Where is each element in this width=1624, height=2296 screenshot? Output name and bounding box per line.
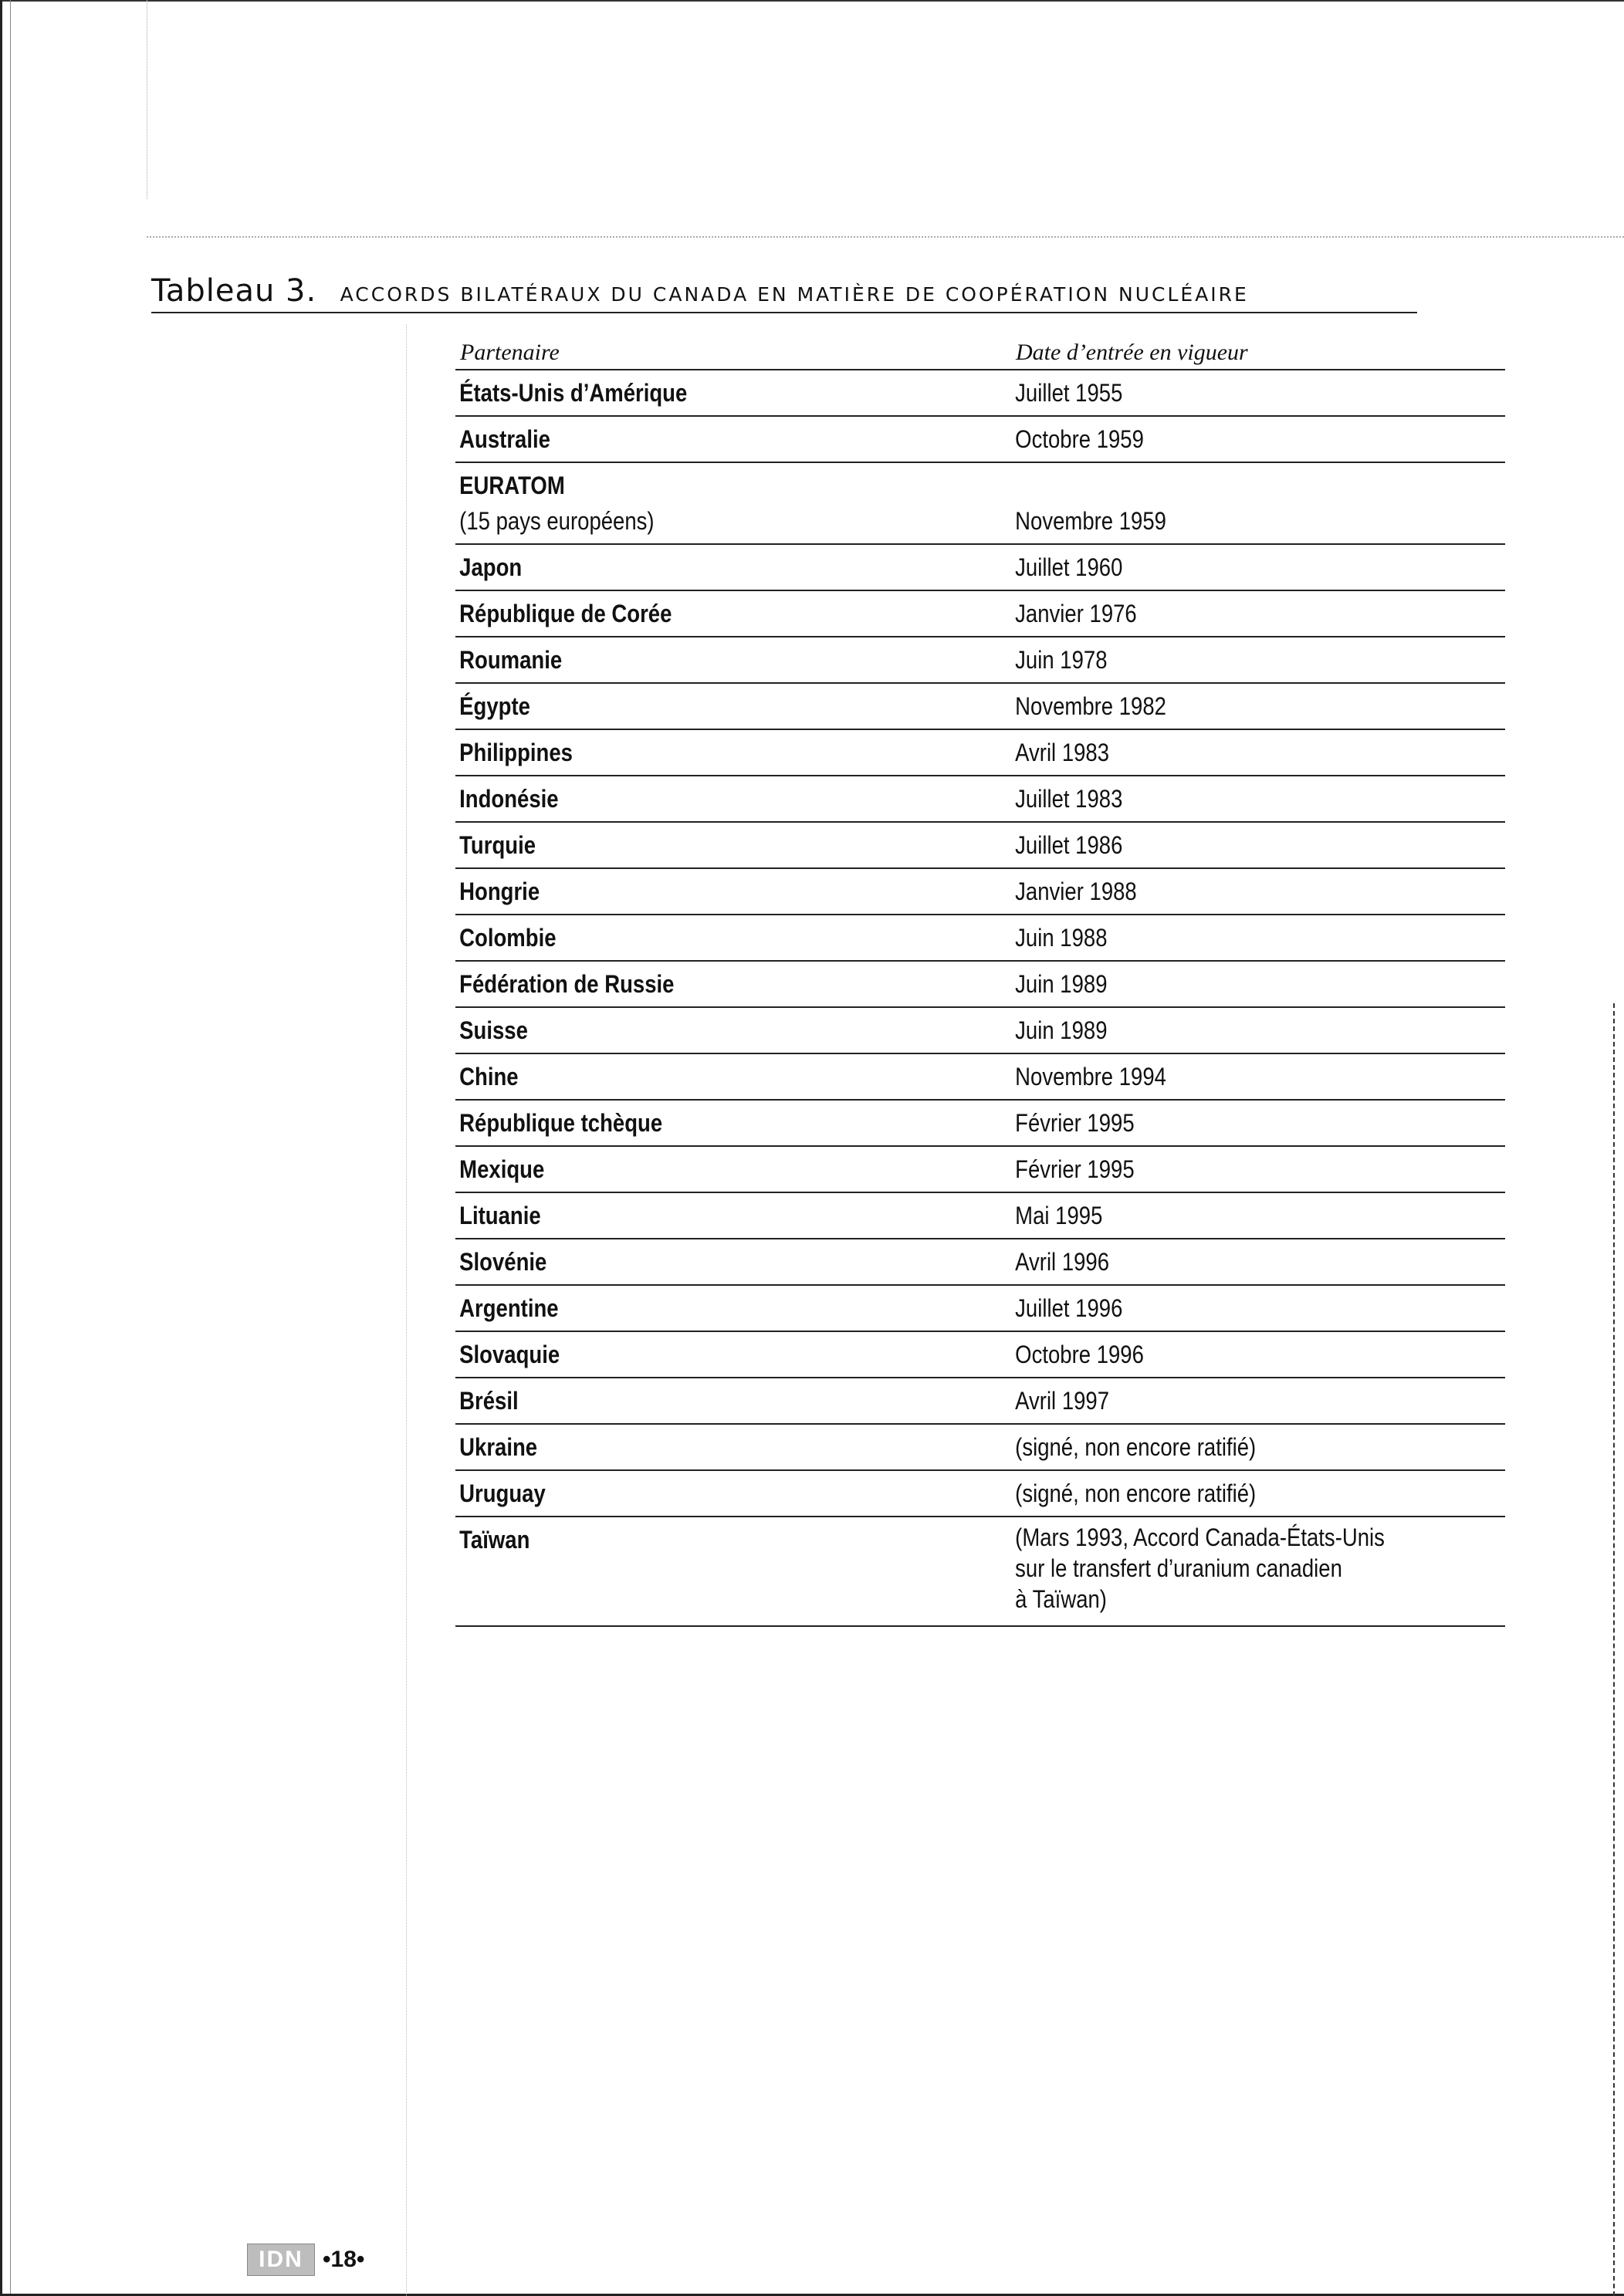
date-cell: Juillet 1983 bbox=[1015, 785, 1123, 813]
scan-border-left bbox=[0, 0, 11, 2296]
date-cell: Juillet 1996 bbox=[1015, 1294, 1123, 1322]
date-cell: Avril 1983 bbox=[1015, 739, 1110, 766]
date-cell: Juillet 1960 bbox=[1015, 553, 1123, 581]
partner-cell: Hongrie bbox=[459, 877, 540, 905]
table-row bbox=[455, 869, 1505, 915]
table-row bbox=[455, 1239, 1505, 1286]
table-row bbox=[455, 684, 1505, 730]
date-cell bbox=[1011, 1522, 1436, 1615]
partner-cell: Mexique bbox=[459, 1155, 545, 1183]
table-row bbox=[455, 417, 1505, 463]
date-cell: Novembre 1959 bbox=[1015, 507, 1166, 535]
header-date: Date d’entrée en vigueur bbox=[1016, 340, 1248, 365]
date-cell: Juin 1989 bbox=[1015, 1016, 1108, 1044]
partner-cell: Australie bbox=[459, 425, 550, 453]
scan-border-bottom bbox=[0, 2291, 1624, 2296]
partner-cell: Chine bbox=[459, 1063, 519, 1091]
partner-cell: Égypte bbox=[459, 692, 530, 720]
table-row bbox=[455, 637, 1505, 684]
table-row bbox=[455, 1332, 1505, 1378]
table-row bbox=[455, 1517, 1505, 1627]
date-cell: Juillet 1986 bbox=[1015, 831, 1123, 859]
header-partner: Partenaire bbox=[460, 340, 560, 365]
table-row bbox=[455, 1378, 1505, 1425]
table-row bbox=[455, 545, 1505, 591]
table-header bbox=[455, 332, 1505, 370]
date-cell: Novembre 1982 bbox=[1015, 692, 1166, 720]
table-row bbox=[455, 962, 1505, 1008]
partner-cell: Ukraine bbox=[459, 1433, 538, 1461]
table-row bbox=[455, 1054, 1505, 1101]
scan-border-top bbox=[0, 0, 1624, 3]
partner-cell: Turquie bbox=[459, 831, 536, 859]
partner-cell: Indonésie bbox=[459, 785, 559, 813]
table-row bbox=[455, 915, 1505, 962]
date-cell: Février 1995 bbox=[1015, 1109, 1135, 1137]
table-row bbox=[455, 1008, 1505, 1054]
date-line: sur le transfert d’uranium canadien bbox=[1015, 1554, 1342, 1582]
date-line: à Taïwan) bbox=[1015, 1585, 1107, 1613]
table-row bbox=[455, 1286, 1505, 1332]
table-row bbox=[455, 1101, 1505, 1147]
date-cell: (signé, non encore ratifié) bbox=[1015, 1479, 1257, 1507]
table-row bbox=[455, 591, 1505, 637]
date-cell: (signé, non encore ratifié) bbox=[1015, 1433, 1257, 1461]
table-row bbox=[455, 1425, 1505, 1471]
margin-guide-horizontal bbox=[147, 236, 1624, 238]
table-row bbox=[455, 1193, 1505, 1239]
date-cell: Novembre 1994 bbox=[1015, 1063, 1166, 1091]
date-cell: Octobre 1996 bbox=[1015, 1341, 1144, 1368]
page-footer bbox=[247, 2243, 364, 2277]
page-number: •18• bbox=[323, 2247, 365, 2272]
partner-name: EURATOM bbox=[459, 472, 565, 499]
date-cell: Mai 1995 bbox=[1015, 1202, 1103, 1229]
partner-cell: Slovaquie bbox=[459, 1341, 560, 1368]
partner-cell: Brésil bbox=[459, 1387, 519, 1415]
date-cell: Février 1995 bbox=[1015, 1155, 1135, 1183]
table-row bbox=[455, 1471, 1505, 1517]
date-cell: Avril 1997 bbox=[1015, 1387, 1110, 1415]
partner-cell: République de Corée bbox=[459, 600, 672, 627]
date-cell: Juin 1988 bbox=[1015, 924, 1108, 952]
idn-logo: IDN bbox=[247, 2244, 315, 2276]
partner-cell: Slovénie bbox=[459, 1248, 547, 1276]
partner-note: (15 pays européens) bbox=[459, 507, 655, 535]
date-cell: Juillet 1955 bbox=[1015, 379, 1123, 407]
date-line: (Mars 1993, Accord Canada-États-Unis bbox=[1015, 1523, 1385, 1551]
date-cell: Octobre 1959 bbox=[1015, 425, 1144, 453]
partner-cell bbox=[455, 468, 933, 539]
table-row bbox=[455, 823, 1505, 869]
partner-cell: Argentine bbox=[459, 1294, 559, 1322]
partner-cell: Japon bbox=[459, 553, 523, 581]
date-cell: Janvier 1988 bbox=[1015, 877, 1137, 905]
partner-cell: Philippines bbox=[459, 739, 573, 766]
date-cell: Juin 1989 bbox=[1015, 970, 1108, 998]
date-cell: Janvier 1976 bbox=[1015, 600, 1137, 627]
agreements-table bbox=[455, 332, 1505, 1627]
table-row bbox=[455, 463, 1505, 545]
table-caption bbox=[151, 273, 1417, 313]
scan-border-right bbox=[1613, 1003, 1624, 2296]
partner-cell: Suisse bbox=[459, 1016, 528, 1044]
table-title: ACCORDS BILATÉRAUX DU CANADA EN MATIÈRE DE COOPÉRATION NUCLÉAIRE bbox=[340, 283, 1249, 306]
table-number: Tableau 3. bbox=[151, 273, 317, 309]
partner-cell: Fédération de Russie bbox=[459, 970, 675, 998]
partner-cell: Colombie bbox=[459, 924, 557, 952]
partner-cell: Lituanie bbox=[459, 1202, 541, 1229]
table-row bbox=[455, 776, 1505, 823]
partner-cell: États-Unis d’Amérique bbox=[459, 379, 688, 407]
table-row bbox=[455, 730, 1505, 776]
date-cell: Avril 1996 bbox=[1015, 1248, 1110, 1276]
column-guide bbox=[406, 324, 407, 2296]
table-row bbox=[455, 1147, 1505, 1193]
partner-cell: République tchèque bbox=[459, 1109, 663, 1137]
table-row bbox=[455, 370, 1505, 417]
partner-cell: Taïwan bbox=[459, 1526, 530, 1554]
partner-cell: Roumanie bbox=[459, 646, 563, 674]
date-cell: Juin 1978 bbox=[1015, 646, 1108, 674]
partner-cell: Uruguay bbox=[459, 1479, 546, 1507]
